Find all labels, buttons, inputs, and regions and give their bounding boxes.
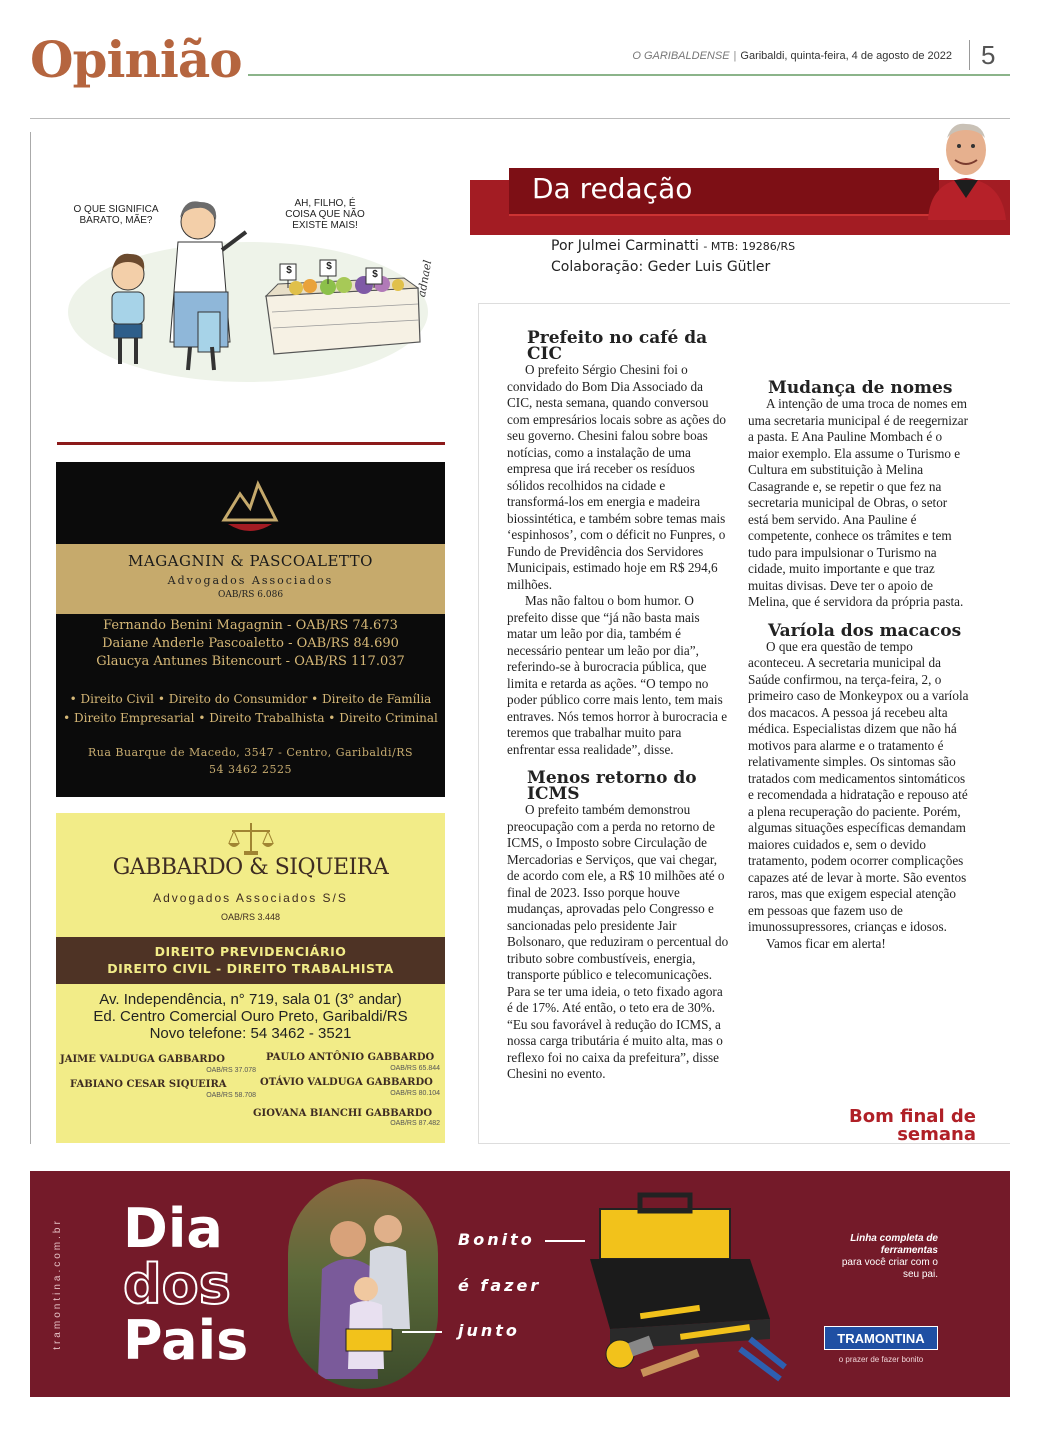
author-mtb: - MTB: 19286/RS bbox=[703, 240, 796, 253]
top-rule bbox=[30, 118, 1010, 119]
column-text-right bbox=[748, 380, 970, 952]
tagline-rest: para você criar com o seu pai. bbox=[841, 1257, 938, 1280]
ad-areas-line: DIREITO CIVIL - DIREITO TRABALHISTA bbox=[107, 961, 394, 976]
closing-message: Bom final de semana bbox=[849, 1106, 976, 1145]
tagline-bold: Linha completa de ferramentas bbox=[850, 1233, 938, 1256]
ad-phone: Novo telefone: 54 3462 - 3521 bbox=[149, 1025, 352, 1042]
article-paragraph: O prefeito também demonstrou preocupação com a perda no retorno de ICMS, o Imposto sobre Circulação de Mercadorias e Serviços, que vai chegar, de acordo com ele, a R$ 10 milhões até o final de 2023. Isso porque houve mudanças, aprovadas pelo Congresso e sancionadas pelo presidente Jair Bolsonaro, que reduziram o percentual do tributo sobre combustíveis, energia, transporte público e telecomunicações. Para se ter uma ideia, o teto fixado agora é de 17%. Até então, o teto era de 30%. “Eu sou favorável à redução do ICMS, a nossa carga tributária é muito alta, mas o reflexo foi no caixa da prefeitura”, disse Chesini no evento. bbox=[507, 802, 729, 1081]
ad-lawyer-oab: OAB/RS 58.708 bbox=[206, 1092, 256, 1099]
ad-firm-oab: OAB/RS 3.448 bbox=[220, 912, 281, 922]
ad-lawyer-name: FABIANO CESAR SIQUEIRA bbox=[70, 1079, 227, 1090]
ad-firm-oab: OAB/RS 6.086 bbox=[217, 590, 284, 600]
ad-address-line: Av. Independência, n° 719, sala 01 (3° andar) bbox=[99, 991, 402, 1008]
slogan-rule bbox=[402, 1331, 442, 1333]
article-heading: Menos retorno do ICMS bbox=[527, 768, 697, 804]
ad-lawyer-name: PAULO ANTÔNIO GABBARDO bbox=[266, 1052, 435, 1063]
page-number: 5 bbox=[981, 40, 996, 70]
tramontina-logo[interactable]: TRAMONTINA bbox=[824, 1326, 938, 1350]
author-photo bbox=[922, 112, 1010, 220]
ad-lawyer: Glaucya Antunes Bitencourt - OAB/RS 117.037 bbox=[96, 654, 405, 669]
ad-practice-areas bbox=[56, 937, 445, 984]
ad-lawyer: Daiane Anderle Pascoaletto - OAB/RS 84.690 bbox=[102, 636, 399, 651]
slogan-line-3: junto bbox=[458, 1321, 520, 1340]
product-tagline bbox=[830, 1233, 938, 1281]
ad-firm-subtitle: Advogados Associados S/S bbox=[153, 891, 348, 905]
byline bbox=[551, 236, 795, 277]
cartoon bbox=[58, 192, 448, 382]
ad-lawyer-name: GIOVANA BIANCHI GABBARDO bbox=[253, 1108, 433, 1119]
banner-title-line: Pais bbox=[123, 1309, 249, 1372]
banner-title bbox=[123, 1197, 249, 1372]
column-text-left bbox=[507, 330, 729, 1083]
toolbox-icon bbox=[570, 1189, 800, 1389]
price-tag-1: $ bbox=[286, 265, 292, 276]
left-rule bbox=[30, 132, 31, 1144]
section-title: Opinião bbox=[30, 30, 242, 89]
family-photo-drawing bbox=[288, 1179, 438, 1389]
ad-lawyer-oab: OAB/RS 87.482 bbox=[390, 1120, 440, 1127]
cartoonist-signature: adnael bbox=[415, 259, 435, 298]
price-tag-2: $ bbox=[326, 261, 332, 272]
price-tag-3: $ bbox=[372, 269, 378, 280]
ad-address bbox=[56, 991, 445, 1042]
ad-practice-areas bbox=[56, 690, 445, 728]
article-paragraph: O prefeito Sérgio Chesini foi o convidado do Bom Dia Associado da CIC, nesta semana, quando conversou com empresários locais sobre as ações do seu governo. Chesini falou sobre boas notícias, como a instalação de uma empresa que irá receber os resíduos sólidos recolhidos na cidade e transformá-los em energia e madeira biossintética, e também sobre temas mais ‘espinhosos’, com o déficit no Funpres, o Fundo de Previdência dos Servidores Municipais, estimado hoje em R$ 294,6 milhões. bbox=[507, 362, 726, 592]
article-heading: Prefeito no café da CIC bbox=[527, 328, 708, 364]
banner-title-line: Dia bbox=[123, 1197, 223, 1260]
article-paragraph: A intenção de uma troca de nomes em uma secretaria municipal é de reegernizar a pasta. E Ana Pauline Mombach é o maior exemplo. Ela assume o Turismo e Cultura em substituição à Melina Casagrande e, se repetir o que fez na secretaria municipal de Obras, o setor está bem servido. Ana Pauline é competente, conhece os trâmites e tem tudo para impulsionar o Turismo na cidade, muito importante e que traz muitas divisas. Deve ter o apoio de Melina, que é servidora da própria pasta. bbox=[748, 396, 969, 609]
article-paragraph: O que era questão de tempo aconteceu. A secretaria municipal da Saúde confirmou, na terça-feira, 2, o primeiro caso de Monkeypox ou a varíola dos macacos. A pessoa já recebeu alta médica. Especialistas dizem que não há motivos para alarme e o tratamento é relativamente simples. Os sintomas são tratados com medicamentos sintomáticos e recomendada a hidratação e repouso até a plena recuperação do paciente. Porém, algumas situações específicas demandam maiores cuidados e, sem o devido tratamento, podem ocorrer complicações capazes até de levar à morte. São eventos raros, mas que exigem especial atenção em pessoas que fazem uso de imunossupressores, crianças e idosos. bbox=[748, 638, 969, 934]
ad-lawyer-name: OTÁVIO VALDUGA GABBARDO bbox=[260, 1077, 433, 1088]
ad-firm-name: MAGAGNIN & PASCOALETTO bbox=[128, 552, 373, 570]
ad-areas-line: • Direito Civil • Direito do Consumidor • Direito de Família bbox=[69, 692, 432, 706]
mother-speech-bubble: AH, FILHO, É COISA QUE NÃO EXISTE MAIS! bbox=[285, 198, 365, 231]
ad-address-line: Ed. Centro Comercial Ouro Preto, Garibaldi/RS bbox=[93, 1008, 408, 1025]
author-name: Por Julmei Carminatti bbox=[551, 238, 699, 254]
slogan-line-2: é fazer bbox=[458, 1276, 542, 1295]
publication-name: O GARIBALDENSE bbox=[632, 50, 730, 62]
family-photo bbox=[288, 1179, 438, 1389]
ad-lawyer-list bbox=[56, 617, 445, 671]
ad-lawyer-oab: OAB/RS 80.104 bbox=[390, 1090, 440, 1097]
ad-lawyer: Fernando Benini Magagnin - OAB/RS 74.673 bbox=[103, 618, 398, 633]
page-number-divider bbox=[969, 40, 970, 70]
header-rule bbox=[248, 74, 1010, 76]
slogan-line-1: Bonito bbox=[458, 1230, 535, 1249]
ad-firm-subtitle: Advogados Associados bbox=[167, 574, 334, 587]
mountain-logo-icon bbox=[220, 480, 280, 538]
article-heading: Varíola dos macacos bbox=[768, 620, 962, 641]
article-paragraph: Mas não faltou o bom humor. O prefeito disse que “já não basta mais matar um leão por dia, também é necessário pentear um leão por dia”, referindo-se à burocracia pública, que limita e retarda as ações. “O tempo no poder público corre mais lento, tem mais entraves. Nós temos horror à burocracia e teremos que trabalhar muito para enfrentar essa realidade”, disse. bbox=[507, 593, 728, 757]
ad-address: Rua Buarque de Macedo, 3547 - Centro, Garibaldi/RS bbox=[87, 746, 414, 759]
ad-lawyer-oab: OAB/RS 65.844 bbox=[390, 1065, 440, 1072]
section-divider bbox=[57, 442, 445, 445]
banner-url[interactable]: tramontina.com.br bbox=[52, 1218, 63, 1350]
article-paragraph: Vamos ficar em alerta! bbox=[766, 935, 886, 951]
child-speech-bubble: O QUE SIGNIFICA BARATO, MÃE? bbox=[73, 204, 159, 226]
brand-slogan: o prazer de fazer bonito bbox=[838, 1355, 924, 1364]
collaboration-credit: Colaboração: Geder Luis Gütler bbox=[551, 259, 771, 275]
ad-lawyer-oab: OAB/RS 37.078 bbox=[206, 1067, 256, 1074]
article-heading: Mudança de nomes bbox=[768, 378, 953, 398]
law-firm-ad-magagnin[interactable] bbox=[56, 462, 445, 797]
dateline: O GARIBALDENSE | Garibaldi, quinta-feira, 4 de agosto de 2022 bbox=[632, 50, 952, 62]
ad-areas-line: DIREITO PREVIDENCIÁRIO bbox=[154, 944, 347, 959]
ad-contact bbox=[56, 744, 445, 778]
tramontina-ad-banner[interactable] bbox=[30, 1171, 1010, 1397]
banner-title-line: dos bbox=[123, 1253, 231, 1316]
ad-firm-name: GABBARDO & SIQUEIRA bbox=[112, 855, 389, 880]
scales-of-justice-icon bbox=[226, 821, 276, 857]
law-firm-ad-gabbardo[interactable] bbox=[56, 813, 445, 1143]
date-text: Garibaldi, quinta-feira, 4 de agosto de 2022 bbox=[740, 50, 952, 62]
ad-phone: 54 3462 2525 bbox=[209, 763, 292, 776]
ad-areas-line: • Direito Empresarial • Direito Trabalhista • Direito Criminal bbox=[63, 711, 438, 725]
ad-lawyer-name: JAIME VALDUGA GABBARDO bbox=[60, 1054, 225, 1065]
column-title: Da redação bbox=[532, 172, 693, 205]
